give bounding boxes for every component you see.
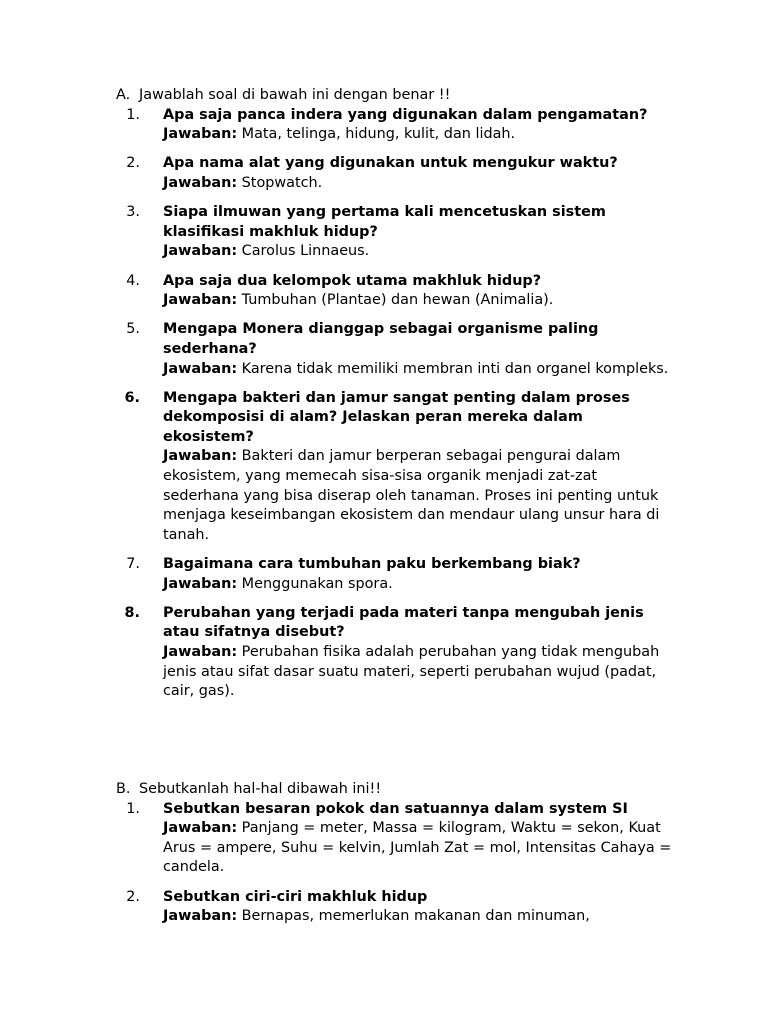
answer-text: Karena tidak memiliki membran inti dan organel kompleks. bbox=[237, 360, 669, 377]
answer-label: Jawaban: bbox=[163, 360, 238, 377]
question-text: Mengapa Monera dianggap sebagai organisme paling sederhana? bbox=[163, 321, 599, 357]
question-item bbox=[116, 154, 676, 193]
section-a bbox=[116, 86, 676, 711]
question-item bbox=[116, 389, 676, 546]
answer-text: Stopwatch. bbox=[237, 174, 323, 191]
answer-text: Perubahan fisika adalah perubahan yang tidak mengubah jenis atau sifat dasar suatu materi, seperti perubahan wujud (padat, cair, gas). bbox=[163, 644, 660, 700]
answer-label: Jawaban: bbox=[163, 448, 238, 465]
question-body bbox=[163, 320, 673, 379]
question-number: 4. bbox=[126, 272, 140, 289]
section-a-instruction: Jawablah soal di bawah ini dengan benar !! bbox=[139, 87, 451, 103]
question-number: 5. bbox=[126, 321, 140, 338]
question-body bbox=[163, 555, 673, 594]
answer-label: Jawaban: bbox=[163, 644, 238, 660]
section-b bbox=[116, 780, 676, 936]
question-text: Bagaimana cara tumbuhan paku berkembang biak? bbox=[163, 556, 581, 573]
answer-label: Jawaban: bbox=[163, 820, 238, 837]
answer-text: Bakteri dan jamur berperan sebagai pengurai dalam ekosistem, yang memecah sisa-sisa organik menjadi zat-zat sederhana yang bisa diserap oleh tanaman. Proses ini penting untuk menjaga keseimbangan ekosistem dan mendaur ulang unsur hara di tanah. bbox=[163, 448, 660, 543]
question-item bbox=[116, 888, 676, 927]
section-b-instruction: Sebutkanlah hal-hal dibawah ini!! bbox=[139, 781, 382, 797]
question-item bbox=[116, 203, 676, 262]
answer-text: Menggunakan spora. bbox=[237, 575, 393, 592]
question-number: 3. bbox=[126, 204, 140, 221]
question-body bbox=[163, 389, 673, 546]
answer-label: Jawaban: bbox=[163, 243, 238, 260]
section-a-letter: A. bbox=[116, 87, 131, 103]
question-item bbox=[116, 320, 676, 379]
answer-label: Jawaban: bbox=[163, 575, 238, 592]
question-text: Siapa ilmuwan yang pertama kali mencetuskan sistem klasifikasi makhluk hidup? bbox=[163, 204, 606, 240]
question-body bbox=[163, 154, 673, 193]
question-body bbox=[163, 604, 673, 702]
question-number: 8. bbox=[124, 604, 140, 621]
question-body bbox=[163, 800, 673, 878]
question-number: 2. bbox=[126, 888, 140, 905]
answer-label: Jawaban: bbox=[163, 292, 238, 309]
question-text: Apa saja dua kelompok utama makhluk hidup? bbox=[163, 272, 542, 289]
question-item bbox=[116, 604, 676, 702]
answer-text: Bernapas, memerlukan makanan dan minuman, bbox=[237, 908, 590, 925]
question-item bbox=[116, 106, 676, 145]
answer-text: Carolus Linnaeus. bbox=[237, 243, 370, 260]
question-number: 6. bbox=[124, 389, 140, 406]
answer-label: Jawaban: bbox=[163, 126, 238, 143]
answer-text: Panjang = meter, Massa = kilogram, Waktu = sekon, Kuat Arus = ampere, Suhu = kelvin, Jumlah Zat = mol, Intensitas Cahaya = candela. bbox=[163, 820, 672, 876]
question-body bbox=[163, 203, 673, 262]
section-b-letter: B. bbox=[116, 781, 131, 797]
answer-label: Jawaban: bbox=[163, 174, 238, 191]
answer-label: Jawaban: bbox=[163, 908, 238, 925]
question-text: Apa saja panca indera yang digunakan dalam pengamatan? bbox=[163, 106, 648, 123]
question-text: Perubahan yang terjadi pada materi tanpa mengubah jenis atau sifatnya disebut? bbox=[163, 604, 644, 641]
section-b-question-list bbox=[116, 800, 676, 927]
question-text: Sebutkan ciri-ciri makhluk hidup bbox=[163, 888, 428, 905]
answer-text: Tumbuhan (Plantae) dan hewan (Animalia). bbox=[237, 292, 554, 309]
question-body bbox=[163, 888, 673, 927]
question-text: Apa nama alat yang digunakan untuk mengukur waktu? bbox=[163, 155, 618, 172]
question-text: Sebutkan besaran pokok dan satuannya dalam system SI bbox=[163, 800, 628, 817]
question-item bbox=[116, 272, 676, 311]
question-number: 1. bbox=[126, 106, 140, 123]
question-body bbox=[163, 106, 673, 145]
section-a-question-list bbox=[116, 106, 676, 702]
section-b-header bbox=[116, 780, 676, 800]
question-body bbox=[163, 272, 673, 311]
question-number: 2. bbox=[126, 155, 140, 172]
question-item bbox=[116, 555, 676, 594]
section-a-header bbox=[116, 86, 676, 106]
question-text: Mengapa bakteri dan jamur sangat penting dalam proses dekomposisi di alam? Jelaskan peran mereka dalam ekosistem? bbox=[163, 389, 630, 445]
question-number: 1. bbox=[126, 800, 140, 817]
question-number: 7. bbox=[126, 556, 140, 573]
question-item bbox=[116, 800, 676, 878]
answer-text: Mata, telinga, hidung, kulit, dan lidah. bbox=[237, 126, 516, 143]
